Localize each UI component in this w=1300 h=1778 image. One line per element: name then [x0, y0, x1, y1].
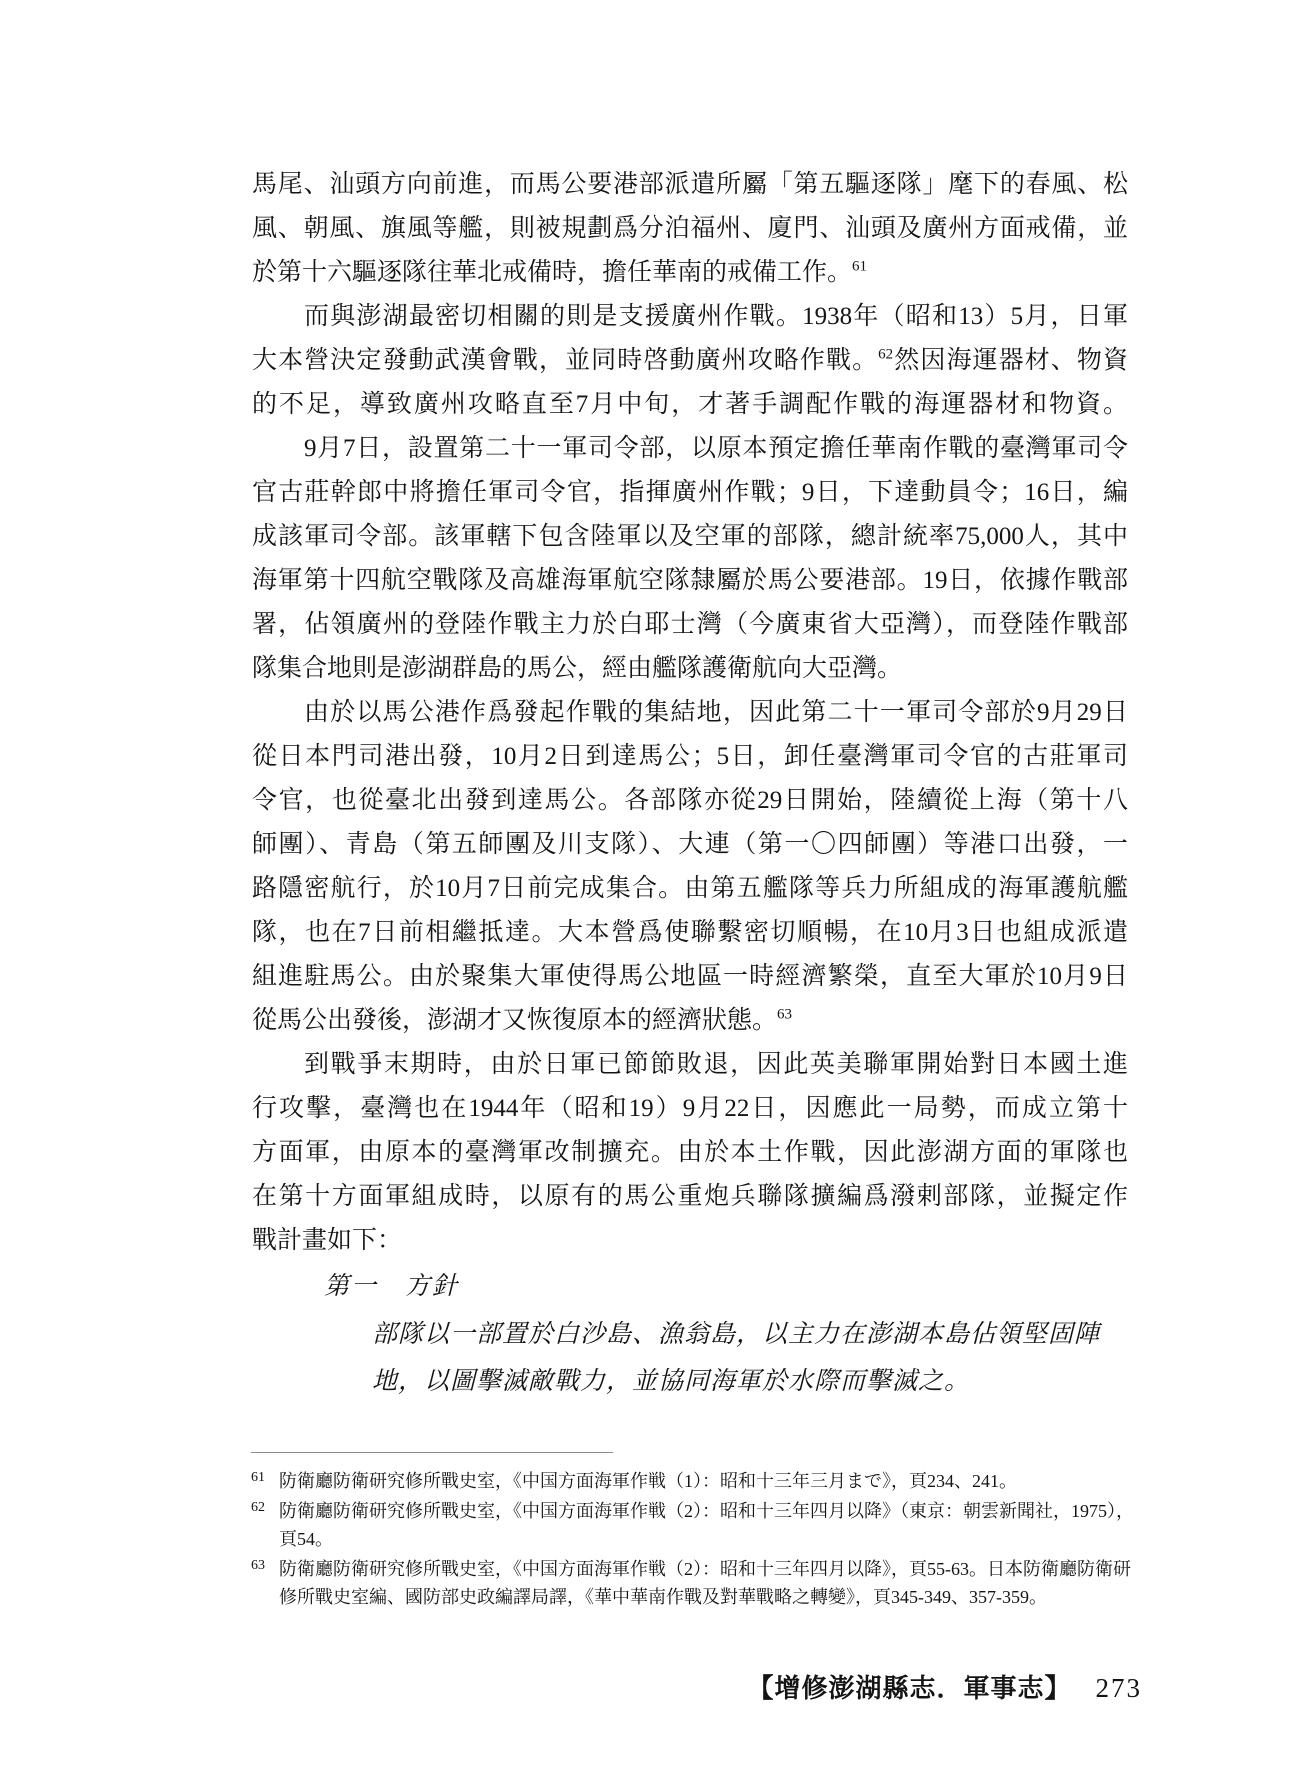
body-line-text: 官古莊幹郎中將擔任軍司令官，指揮廣州作戰；9日，下達動員令；16日，編: [252, 479, 1128, 506]
body-line-text: 路隱密航行，於10月7日前完成集合。由第五艦隊等兵力所組成的海軍護航艦: [252, 875, 1128, 902]
body-line-text: 戰計畫如下：: [252, 1227, 403, 1254]
body-line: [252, 515, 1128, 559]
body-line: [252, 647, 1128, 691]
body-line: [252, 823, 1128, 867]
footnote-line: 防衛廳防衛研究修所戰史室，《中国方面海軍作戦（2）：昭和十三年四月以降》（東京：朝雲新聞社，1975），: [279, 1501, 1134, 1521]
body-line-text: 令官，也從臺北出發到達馬公。各部隊亦從29日開始，陸續從上海（第十八: [252, 787, 1128, 814]
body-line-text: 署，佔領廣州的登陸作戰主力於白耶士灣（今廣東省大亞灣），而登陸作戰部: [252, 611, 1128, 638]
footnote-ref-61: 61: [852, 258, 868, 275]
footnote-body: [279, 1467, 1129, 1495]
body-line: [252, 1043, 1128, 1087]
footnote-62: [251, 1497, 1134, 1553]
body-line-text: 到戰爭末期時，由於日軍已節節敗退，因此英美聯軍開始對日本國土進: [304, 1051, 1128, 1078]
footnote-number: 63: [251, 1558, 265, 1573]
body-line: [252, 999, 1128, 1043]
body-line: [252, 339, 1128, 383]
quote-heading: 第一 方針: [324, 1273, 460, 1300]
book-title: 【增修澎湖縣志．軍事志】: [747, 1674, 1072, 1703]
body-line: [252, 471, 1128, 515]
body-line-text: 海軍第十四航空戰隊及高雄海軍航空隊隸屬於馬公要港部。19日，依據作戰部: [252, 567, 1128, 594]
footnote-line: 防衛廳防衛研究修所戰史室，《中国方面海軍作戦（1）：昭和十三年三月まで》，頁234、241。: [279, 1471, 1017, 1491]
footnote-separator: [251, 1452, 613, 1453]
body-line-text: 的不足，導致廣州攻略直至7月中旬，才著手調配作戰的海運器材和物資。: [252, 391, 1128, 418]
footnote-body: [279, 1555, 1131, 1611]
body-line-text: 從馬公出發後，澎湖才又恢復原本的經濟狀態。: [252, 1007, 778, 1034]
page-number: 273: [1095, 1673, 1142, 1703]
body-line-text: 於第十六驅逐隊往華北戒備時，擔任華南的戒備工作。: [252, 259, 853, 286]
body-line-text: 而與澎湖最密切相關的則是支援廣州作戰。1938年（昭和13）5月，日軍: [304, 303, 1128, 330]
body-line: [252, 163, 1128, 207]
footnote-line: 防衛廳防衛研究修所戰史室，《中国方面海軍作戦（2）：昭和十三年四月以降》，頁55-63。日本防衛廳防衛研: [279, 1559, 1131, 1579]
body-line: [252, 691, 1128, 735]
footnotes-section: [251, 1440, 1134, 1613]
body-line-text: 在第十方面軍組成時，以原有的馬公重炮兵聯隊擴編爲潑剌部隊，並擬定作: [252, 1183, 1128, 1210]
body-line: [252, 603, 1128, 647]
body-line: [252, 735, 1128, 779]
body-line-text: 大本營決定發動武漢會戰，並同時啓動廣州攻略作戰。: [252, 347, 879, 374]
body-line: [252, 251, 1128, 295]
body-line: [252, 1175, 1128, 1219]
body-line-text: 成該軍司令部。該軍轄下包含陸軍以及空軍的部隊，總計統率75,000人，其中: [252, 523, 1128, 550]
footnote-63: [251, 1555, 1129, 1611]
footnote-61: [251, 1467, 1129, 1495]
body-line: [252, 295, 1128, 339]
body-line-text: 行攻擊，臺灣也在1944年（昭和19）9月22日，因應此一局勢，而成立第十: [252, 1095, 1128, 1122]
body-line-text: 隊，也在7日前相繼抵達。大本營爲使聯繫密切順暢，在10月3日也組成派遣: [252, 919, 1128, 946]
footnote-number: 62: [251, 1500, 265, 1515]
footnote-ref-63: 63: [777, 1006, 793, 1023]
body-line: [252, 427, 1128, 471]
body-line: [252, 867, 1128, 911]
body-line: [252, 383, 1128, 427]
body-line-text: 9月7日，設置第二十一軍司令部，以原本預定擔任華南作戰的臺灣軍司令: [304, 435, 1128, 462]
body-line: [252, 559, 1128, 603]
body-line: [252, 1219, 1128, 1263]
body-line: [252, 955, 1128, 999]
body-text: [252, 163, 1128, 1263]
footnote-body: [279, 1497, 1134, 1553]
battle-plan-quote: [252, 1263, 1128, 1405]
body-line-text: 然因海運器材、物資: [893, 347, 1128, 374]
body-line-text: 由於以馬公港作爲發起作戰的集結地，因此第二十一軍司令部於9月29日: [304, 699, 1128, 726]
footnote-ref-62: 62: [878, 346, 894, 363]
body-line-text: 從日本門司港出發，10月2日到達馬公；5日，卸任臺灣軍司令官的古莊軍司: [252, 743, 1128, 770]
footnote-number: 61: [251, 1470, 265, 1485]
body-line-text: 方面軍，由原本的臺灣軍改制擴充。由於本土作戰，因此澎湖方面的軍隊也: [252, 1139, 1128, 1166]
body-line-text: 師團）、青島（第五師團及川支隊）、大連（第一〇四師團）等港口出發，一: [252, 831, 1128, 858]
body-line: [252, 207, 1128, 251]
page-footer: [747, 1668, 1142, 1705]
body-line: [252, 1087, 1128, 1131]
body-line: [252, 779, 1128, 823]
body-line-text: 隊集合地則是澎湖群島的馬公，經由艦隊護衛航向大亞灣。: [252, 655, 903, 682]
footnote-line: 頁54。: [279, 1529, 333, 1549]
body-line-text: 風、朝風、旗風等艦，則被規劃爲分泊福州、廈門、汕頭及廣州方面戒備，並: [252, 215, 1128, 242]
body-line: [252, 911, 1128, 955]
body-line-text: 馬尾、汕頭方向前進，而馬公要港部派遣所屬「第五驅逐隊」麾下的春風、松: [252, 171, 1128, 198]
quote-line: 地，以圖擊滅敵戰力，並協同海軍於水際而擊滅之。: [372, 1368, 971, 1395]
quote-line: 部隊以一部置於白沙島、漁翁島，以主力在澎湖本島佔領堅固陣: [372, 1321, 1101, 1348]
body-line: [252, 1131, 1128, 1175]
body-line-text: 組進駐馬公。由於聚集大軍使得馬公地區一時經濟繁榮，直至大軍於10月9日: [252, 963, 1128, 990]
footnote-line: 修所戰史室編、國防部史政編譯局譯，《華中華南作戰及對華戰略之轉變》，頁345-349、357-359。: [279, 1587, 1047, 1607]
